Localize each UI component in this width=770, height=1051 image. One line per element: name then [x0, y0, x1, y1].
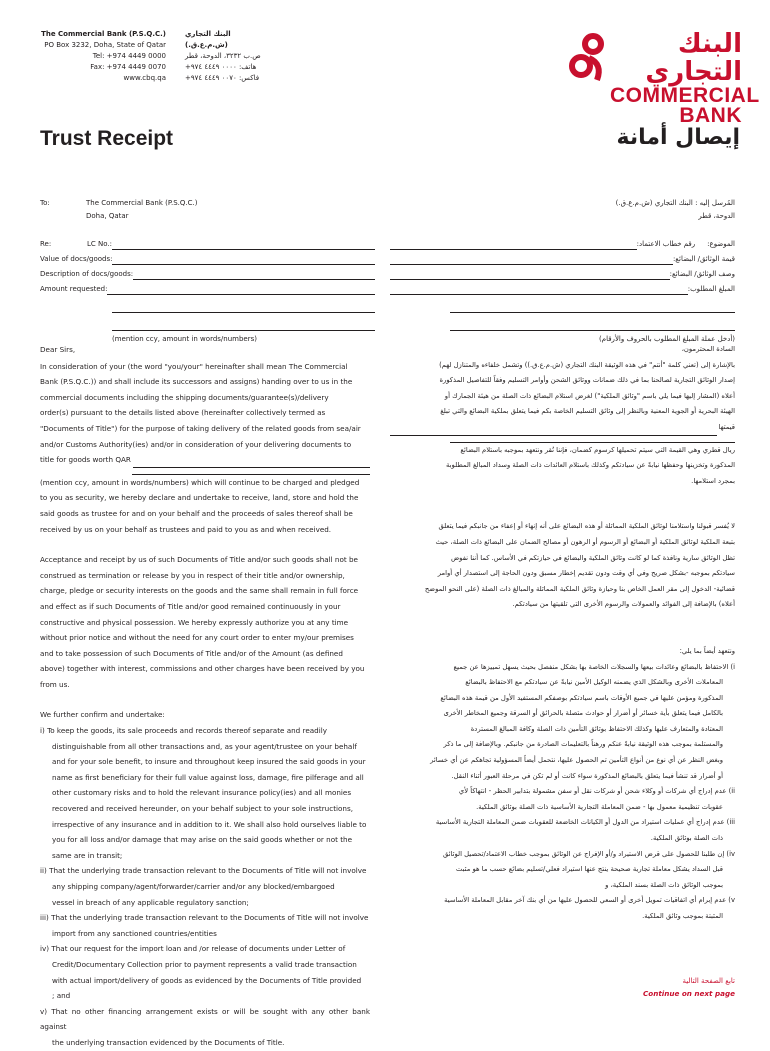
p3-line: any shipping company/agent/forwarder/carrier and/or any blocked/embargoed	[52, 882, 335, 891]
p3-line: recovered and received hereunder, on your behalf subject to your sole instructions,	[52, 804, 353, 814]
p3-ar-line: والمستلمة بموجب هذه الوثيقة نيابةً عنكم ورهناً بالتعليمات الصادرة من جانبكم. وبالإضافة إلى ما ذكر	[443, 740, 723, 749]
p3-ar-line: المذكورة ومؤمن عليها في جميع الأوقات باسم سيادتكم بوصفكم المستفيد الأول من قيمة هذه البضائع	[440, 693, 723, 702]
p3-line: i) To keep the goods, its sale proceeds and records thereof separate and readily	[40, 726, 327, 736]
qar-input-ar[interactable]	[390, 429, 717, 436]
p3-ar-line: عقوبات تنظيمية معمول بها - ضمن المعاملة التجارية الأساسية ذات الصلة بوثائق الملكية.	[476, 802, 723, 811]
p3-ar-line: iii) عدم إدراج أي عمليات استيراد من الدول أو الكيانات الخاضعة للعقوبات ضمن المعاملة التجارية الأساسية	[435, 818, 735, 827]
greeting-ar: السادة المحترمون،	[681, 345, 735, 353]
p3-line: irrespective of any insurance and in addition to it. We shall also hold ourselves liable to	[52, 819, 367, 829]
value-label: Value of docs/goods:	[40, 255, 113, 263]
body-en	[40, 342, 370, 1051]
desc-label: Description of docs/goods:	[40, 270, 134, 278]
lc-input[interactable]	[112, 243, 375, 250]
desc-input[interactable]	[133, 273, 375, 280]
p3-ar-line: ii) عدم إدراج أي شركات أو وكلاء شحن أو شركات نقل أو سفن مشمولة بتدابير الحظر - انتهاكاً لأي	[458, 787, 735, 796]
p3-line: iii) That the underlying trade transaction relevant to the Documents of Title will not involve	[40, 913, 369, 923]
value-label-ar: قيمة الوثائق/ البضائع:	[672, 255, 735, 263]
p1-line: title for goods worth QAR	[40, 455, 131, 465]
p2-ar-line: سيادتكم بموجبه -بشكل صريح وفي أي وقت ودون تقديم إخطار مسبق ودون الحاجة إلى استصدار أي أوامر	[437, 569, 735, 578]
header-ar-line: البنك التجاري (ش.م.ع.ق.)	[185, 30, 231, 49]
p1-line: commercial documents including the shipping documents/guarantee(s)/delivery	[40, 392, 329, 402]
fields-en	[40, 238, 375, 345]
qar-input[interactable]	[133, 461, 370, 468]
p3-line: you for all loss and/or damage that may arise on the said goods whether or not the	[52, 835, 353, 845]
p3-intro: We further confirm and undertake:	[40, 710, 165, 720]
p2-ar-line: تظل الوثائق سارية ونافذة كما لو كانت وثائق الملكية والبضائع في حيازتكم في الأساس. كما أننا نفوض	[450, 553, 735, 562]
footer-continue-ar: تابع الصفحة التالية	[682, 977, 735, 985]
qar-input-ar-2[interactable]	[450, 436, 735, 443]
to-city-arabic: الدوحة، قطر	[698, 212, 735, 220]
p3-line: vessel in breach of any applicable regulatory sanction;	[52, 897, 249, 907]
p1-ar-line: إصدار الوثائق التجارية لصالحنا بما في ذلك ضمانات ووثائق الشحن وأوامر التسليم وفقاً للتفاصيل المذكورة	[439, 376, 735, 385]
p3-ar-intro: ونتعهد أيضاً بما يلي:	[679, 646, 735, 655]
p1-ar-line: الهيئة البحرية أو الجوية المعنية وبالنظر إلى وثائق التسليم الخاصة بكم فيما يتعلق بملكية البضائع والتي تبلغ	[440, 407, 735, 416]
p3-ar-line: ذات الصلة بوثائق الملكية.	[650, 834, 723, 843]
p3-ar-line: وبغض النظر عن أي نوع من أنواع التأمين تم الحصول عليها، نتحمل أيضاً المسؤولية تجاهكم عن أي خسائر	[430, 756, 723, 765]
p1-tail: to you as security, we hereby declare and undertake to receive, land, store and hold the	[40, 493, 359, 503]
p2-line: charge, pledge or security interests on the goods and the same shall remain in full force	[40, 586, 359, 596]
p3-ar-line: بالكامل فيما يتعلق بأية خسائر أو أضرار أو حوادث متصلة بالحرائق أو السرقة وجميع المخاطر الأخرى	[443, 709, 723, 718]
p2-ar-line: قضائية- الدخول إلى مقر العمل الخاص بنا وحيازة وثائق الملكية المماثلة والمبالغ ذات الصلة (على النحو الموضح	[424, 584, 735, 593]
bank-logo	[610, 29, 760, 127]
amount-input-2[interactable]	[112, 306, 375, 313]
to-line-2: Doha, Qatar	[86, 212, 129, 220]
p2-line: Acceptance and receipt by us of such Documents of Title and/or such goods shall not be	[40, 555, 358, 565]
p3-ar-line: i) الاحتفاظ بالبضائع وعائدات بيعها والسجلات الخاصة بها بشكل منفصل بحيث يسهل تمييزها عن جميع	[453, 662, 735, 671]
header-en-line: PO Box 3232, Doha, State of Qatar	[44, 41, 166, 49]
p3-line: the underlying transaction evidenced by the Documents of Title.	[52, 1037, 285, 1047]
p1-line: order(s) pursuant to the details listed above (hereinafter collectively termed as	[40, 408, 326, 418]
lc-input-ar[interactable]	[390, 243, 637, 250]
to-line-1: The Commercial Bank (P.S.Q.C.)	[86, 199, 198, 207]
body-ar	[390, 342, 735, 925]
amount-label: Amount requested:	[40, 285, 108, 293]
lc-label: LC No.:	[87, 240, 112, 248]
header-ar-line: هاتف: ٠٠٠٠ ٤٤٤٩ ٩٧٤+	[185, 63, 257, 71]
lc-label-ar: رقم خطاب الاعتماد:	[636, 240, 696, 248]
p3-line: other customary risks and to hold the relevant insurance policy(ies) and all monies	[52, 788, 352, 798]
p1-line: and/or Customs Authority(ies) and/or in consideration of your delivering documents to	[40, 439, 352, 449]
header-en-line: The Commercial Bank (P.S.Q.C.)	[41, 30, 166, 38]
p3-line: distinguishable from all other transactions and, as your agent/trustee on your behalf	[52, 741, 357, 751]
p1-ar-tail: ريال قطري وهي القيمة التي سيتم تحميلها كرسوم كضمان، فإننا نُقر ونتعهد بموجبه باستلام البضائع	[460, 445, 735, 454]
amount-note-ar: (أدخل عملة المبلغ المطلوب بالحروف والأرقام)	[599, 335, 735, 343]
amount-note: (mention ccy, amount in words/numbers)	[112, 335, 257, 343]
p2-line: without prior notice and without the need for any court order to enter my/our premises	[40, 633, 354, 643]
p3-line: ; and	[52, 991, 71, 1001]
logo-arabic: البنك التجاري	[645, 29, 742, 87]
p2-line: above) together with interest, commissions and other charges have been received by you	[40, 664, 365, 674]
footer-continue-en: Continue on next page	[643, 989, 735, 998]
p2-ar-line: لا يُفسر قبولنا واستلامنا لوثائق الملكية المماثلة أو هذه البضائع على أنه إنهاء أو إعفاء من جانبكم فيما يتعلق	[438, 522, 735, 531]
p2-line: construed as termination or release by you in respect of their title and/or ownership,	[40, 570, 345, 580]
p2-ar-line: أعلاه) بالإضافة إلى الفوائد والعمولات والرسوم الأخرى التي تلقيتها من سيادتكم.	[512, 600, 735, 609]
header-en-line: www.cbq.qa	[123, 74, 166, 82]
to-arabic: المُرسل إليه : البنك التجاري (ش.م.ع.ق.)	[615, 199, 735, 207]
to-label: To:	[40, 199, 50, 207]
fields-ar	[390, 238, 735, 345]
p3-line: import from any sanctioned countries/entities	[52, 928, 217, 938]
header-contact-en	[31, 29, 166, 84]
p1-ar-tail: المذكورة وتخزينها وحفظها نيابةً عن سيادتكم وكذلك باستلام العائدات ذات الصلة وسداد المبالغ المطلوبة	[446, 461, 735, 470]
p1-ar-line: قيمتها	[718, 422, 735, 431]
greeting-en: Dear Sirs,	[40, 345, 76, 354]
subject-label-ar: الموضوع:	[707, 240, 735, 248]
logo-emblem-icon	[563, 30, 611, 90]
p1-tail: (mention ccy, amount in words/numbers) which will continue to be charged and pledged	[40, 477, 360, 487]
amount-input-ar-3[interactable]	[450, 324, 735, 331]
p2-ar-line: بتبعة الملكية لوثائق الملكية أو البضائع أو الرسوم أو الرهون أو مصالح الضمان على البضائع ذات الصلة، حيث	[435, 537, 735, 546]
p3-line: with actual import/delivery of goods as evidenced by the Documents of Title provided	[52, 975, 362, 985]
value-input[interactable]	[112, 258, 375, 265]
header-contact-ar	[185, 29, 275, 84]
p2-line: and to take possession of such Documents of Title and/or of the Amount (as defined	[40, 648, 343, 658]
desc-input-ar[interactable]	[390, 273, 670, 280]
p3-line: same are in transit;	[52, 850, 123, 860]
p3-ar-line: المثبتة بموجب وثائق الملكية.	[642, 912, 723, 920]
p3-line: v) That no other financing arrangement exists or will be sought with any other bank against	[40, 1006, 370, 1032]
amount-label-ar: المبلغ المطلوب:	[687, 285, 735, 293]
p1-line: In consideration of your (the word "you/your" hereinafter shall mean The Commercial	[40, 361, 348, 371]
p3-ar-line: أو أضرار قد تنشأ فيما يتعلق بالبضائع المذكورة سواء كانت أو لم تكن في مرحلة العبور أثناء النقل.	[451, 771, 723, 780]
p2-line: constructive and physical possession. We hereby expressly authorize you at any time	[40, 617, 349, 627]
p3-line: name as first beneficiary for their full value against loss, damage, fire pilferage and all	[52, 772, 364, 782]
p1-tail: said goods as trustee for and on your behalf and the proceeds of sales thereof shall be	[40, 508, 353, 518]
p3-ar-line: بموجب الوثائق ذات الصلة بسند الملكية، و	[605, 880, 723, 889]
amount-input-ar-2[interactable]	[450, 306, 735, 313]
p1-ar-tail: بمجرد استلامها.	[691, 476, 735, 485]
title-arabic: إيصال أمانة	[616, 125, 740, 150]
value-input-ar[interactable]	[390, 258, 673, 265]
amount-input[interactable]	[107, 288, 375, 295]
logo-english-1: COMMERCIAL	[610, 84, 760, 107]
p2-line: and effect as if such Documents of Title and/or good remained continuously in your	[40, 601, 341, 611]
p3-ar-line: المعاملات الأخرى وبالشكل الذي يضمنه الوكيل الأمين نيابةً عن سيادتكم مع الاحتفاظ بالبضائع	[465, 678, 723, 687]
title-english: Trust Receipt	[40, 127, 174, 150]
p3-ar-line: قبل السداد يشكل معاملة تجارية صحيحة ينتج عنها استيراد فعلي/تسليم بضائع حسب ما هو مثبت	[455, 865, 723, 874]
p1-line: Bank (P.S.Q.C.)) and shall include its successors and assigns) handing over to us in the	[40, 377, 353, 387]
qar-input-2[interactable]	[132, 468, 370, 475]
p1-tail: received by us on your behalf as trustees and paid to you as and when received.	[40, 524, 332, 534]
p1-ar-line: أعلاه (المشار إليها فيما يلي باسم "وثائق الملكية") لغرض استلام البضائع ذات الصلة من هيئة الجمارك أو	[444, 391, 735, 400]
p3-ar-line: المعتادة والمتعارف عليها وكذلك الاحتفاظ بوثائق التأمين ذات الصلة وكافة المبالغ المستردة	[470, 724, 723, 733]
p3-line: iv) That our request for the import loan and /or release of documents under Letter of	[40, 944, 346, 954]
header-en-line: Tel: +974 4449 0000	[92, 52, 166, 60]
p2-line: from us.	[40, 679, 70, 689]
header-ar-line: فاكس: ٠٠٧٠ ٤٤٤٩ ٩٧٤+	[185, 74, 260, 82]
p1-line: "Documents of Title") for the purpose of taking delivery of the related goods from sea/air	[40, 423, 361, 433]
p3-ar-line: iv) إن طلبنا للحصول على قرض الاستيراد و/أو الإفراج عن الوثائق بموجب خطاب الاعتماد/تحصيل الوثائق	[442, 849, 735, 858]
amount-input-3[interactable]	[112, 324, 375, 331]
amount-input-ar[interactable]	[390, 288, 688, 295]
logo-english-2: BANK	[679, 104, 742, 127]
header-ar-line: ص.ب ٣٢٣٢، الدوحة، قطر	[185, 52, 261, 60]
p3-line: and for your sole benefit, to insure and throughout keep insured the said goods in your	[52, 757, 366, 767]
header-en-line: Fax: +974 4449 0070	[90, 63, 166, 71]
p3-line: Credit/Documentary Collection prior to payment represents a valid trade transaction	[52, 959, 357, 969]
p1-ar-line: بالإشارة إلى (تعني كلمة "أنتم" في هذه الوثيقة البنك التجاري (ش.م.ع.ق.)) وتشمل خلفاءه والمتنازل لهم)	[439, 360, 735, 369]
p3-ar-line: v) عدم إبرام أي اتفاقيات تمويل أخرى أو السعي للحصول عليها من أي بنك آخر مقابل المعاملة الأساسية	[444, 896, 735, 905]
p3-line: ii) That the underlying trade transaction relevant to the Documents of Title will not involve	[40, 866, 367, 876]
re-label: Re:	[40, 240, 52, 248]
desc-label-ar: وصف الوثائق/ البضائع:	[669, 270, 735, 278]
